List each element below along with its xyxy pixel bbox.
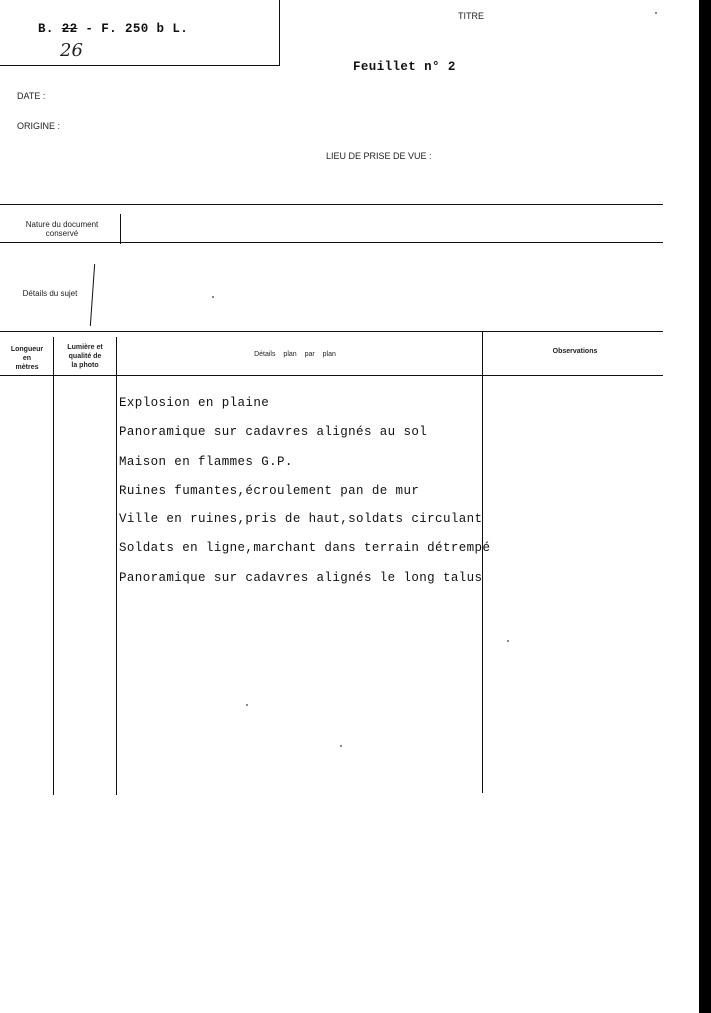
ref-box-bottom-border (0, 65, 280, 66)
shot-row: Explosion en plaine (119, 396, 270, 410)
nature-label-line1: Nature du document (25, 220, 99, 229)
shot-row: Maison en flammes G.P. (119, 455, 293, 469)
table-col-divider-2 (116, 337, 117, 795)
nature-label (14, 220, 110, 238)
reference-suffix: - F. 250 b L. (77, 22, 189, 36)
origine-label: ORIGINE : (17, 121, 61, 131)
scan-speck (507, 640, 509, 642)
nature-bottom-rule (0, 242, 663, 243)
col-longueur-line2: en (22, 355, 32, 362)
col-header-details: Détails plan par plan (254, 351, 336, 358)
nature-label-line2: conservé (45, 229, 79, 238)
shot-row: Ruines fumantes,écroulement pan de mur (119, 484, 420, 498)
reference-struck-number: 22 (61, 22, 78, 36)
feuillet-number: Feuillet n° 2 (353, 60, 456, 74)
table-col-divider-1 (53, 337, 54, 795)
handwritten-number: 26 (60, 40, 83, 61)
details-sujet-label: Détails du sujet (22, 289, 78, 298)
shot-row: Soldats en ligne,marchant dans terrain détrempé (119, 541, 491, 555)
titre-label: TITRE (458, 11, 484, 21)
reference-prefix: B. (38, 22, 62, 36)
table-col-divider-3 (482, 331, 483, 793)
reference-code (38, 22, 188, 36)
lieu-label: LIEU DE PRISE DE VUE : (326, 151, 432, 161)
col-lumiere-line3: la photo (71, 362, 99, 369)
scan-speck (655, 12, 657, 14)
col-longueur-line3: mètres (15, 364, 39, 371)
details-sujet-mark (90, 264, 95, 326)
nature-top-rule (0, 204, 663, 205)
scan-edge (699, 0, 711, 1013)
scan-speck (212, 296, 214, 298)
col-lumiere-line2: qualité de (68, 353, 102, 360)
table-top-rule (0, 331, 663, 332)
nature-divider (120, 214, 121, 244)
table-header-rule (0, 375, 663, 376)
col-lumiere-line1: Lumière et (67, 344, 103, 351)
scan-speck (246, 704, 248, 706)
col-header-lumiere (57, 343, 113, 370)
col-header-longueur (4, 345, 50, 372)
date-label: DATE : (17, 91, 46, 101)
shot-row: Ville en ruines,pris de haut,soldats circulant (119, 512, 483, 526)
col-header-observations: Observations (552, 348, 598, 355)
col-longueur-line1: Longueur (10, 346, 44, 353)
scan-speck (340, 745, 342, 747)
ref-box-right-border (279, 0, 280, 65)
shot-row: Panoramique sur cadavres alignés le long talus (119, 571, 483, 585)
shot-row: Panoramique sur cadavres alignés au sol (119, 425, 428, 439)
